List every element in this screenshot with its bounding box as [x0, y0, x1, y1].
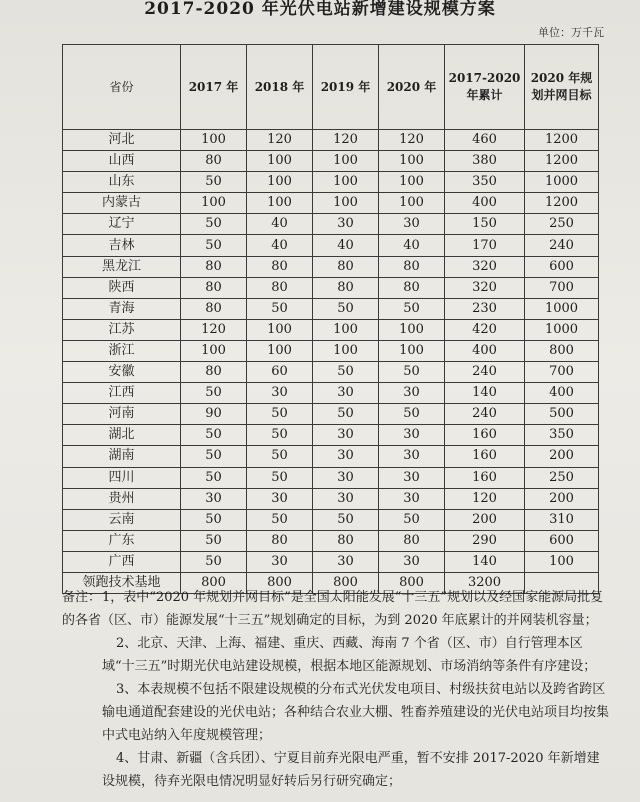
cell-y2019: 100	[313, 172, 379, 193]
cell-y2018: 30	[247, 488, 313, 509]
cell-province: 山东	[63, 172, 181, 193]
cell-y2019: 30	[313, 446, 379, 467]
cell-province: 云南	[63, 509, 181, 530]
capacity-table	[62, 44, 599, 594]
cell-target: 600	[525, 530, 599, 551]
cell-cumulative: 140	[445, 383, 525, 404]
cell-province: 青海	[63, 298, 181, 319]
cell-cumulative: 400	[445, 340, 525, 361]
cell-y2019: 30	[313, 383, 379, 404]
table-row	[63, 214, 599, 235]
cell-y2018: 30	[247, 551, 313, 572]
cell-y2020: 100	[379, 193, 445, 214]
cell-y2018: 100	[247, 319, 313, 340]
cell-target: 1200	[525, 130, 599, 151]
cell-y2020: 30	[379, 383, 445, 404]
cell-province: 河南	[63, 404, 181, 425]
cell-y2017: 90	[181, 404, 247, 425]
cell-target: 500	[525, 404, 599, 425]
cell-y2019: 50	[313, 362, 379, 383]
cell-y2017: 30	[181, 488, 247, 509]
cell-target: 200	[525, 446, 599, 467]
cell-y2020: 50	[379, 362, 445, 383]
cell-y2019: 30	[313, 425, 379, 446]
cell-province: 黑龙江	[63, 256, 181, 277]
cell-y2020: 80	[379, 256, 445, 277]
header-2020: 2020 年	[379, 45, 445, 130]
cell-y2019: 80	[313, 530, 379, 551]
cell-y2017: 80	[181, 298, 247, 319]
cell-target: 800	[525, 340, 599, 361]
cell-y2019: 800	[313, 572, 379, 593]
cell-target: 1000	[525, 172, 599, 193]
cell-y2017: 50	[181, 509, 247, 530]
cell-cumulative: 150	[445, 214, 525, 235]
header-2019: 2019 年	[313, 45, 379, 130]
cell-y2020: 120	[379, 130, 445, 151]
cell-province: 广东	[63, 530, 181, 551]
cell-target: 1000	[525, 298, 599, 319]
cell-province: 陕西	[63, 277, 181, 298]
cell-y2018: 50	[247, 446, 313, 467]
cell-cumulative: 200	[445, 509, 525, 530]
cell-target: 240	[525, 235, 599, 256]
cell-y2019: 30	[313, 214, 379, 235]
cell-y2017: 100	[181, 340, 247, 361]
table-row	[63, 256, 599, 277]
cell-cumulative: 400	[445, 193, 525, 214]
cell-y2018: 100	[247, 193, 313, 214]
table-row	[63, 488, 599, 509]
table-row	[63, 446, 599, 467]
cell-y2018: 100	[247, 151, 313, 172]
cell-y2017: 120	[181, 319, 247, 340]
cell-cumulative: 290	[445, 530, 525, 551]
table-row	[63, 551, 599, 572]
cell-target: 200	[525, 488, 599, 509]
table-row	[63, 193, 599, 214]
table-row	[63, 172, 599, 193]
note-2: 2、北京、天津、上海、福建、重庆、西藏、海南 7 个省（区、市）自行管理本区域“十三五”时期光伏电站建设规模，根据本地区能源规划、市场消纳等条件有序建设；	[102, 636, 597, 674]
cell-y2020: 30	[379, 551, 445, 572]
cell-target: 310	[525, 509, 599, 530]
cell-province: 四川	[63, 467, 181, 488]
cell-cumulative: 380	[445, 151, 525, 172]
unit-label: 单位：万千瓦	[538, 26, 604, 39]
cell-cumulative: 160	[445, 425, 525, 446]
note-1-text: 1，表中“2020 年规划并网目标”是全国太阳能发展“十三五”规划以及经国家能源局批复的各省（区、市）能源发展“十三五”规划确定的目标，为到 2020 年底累计的并网装机容量；	[62, 590, 604, 628]
cell-province: 湖南	[63, 446, 181, 467]
cell-y2017: 80	[181, 151, 247, 172]
table-row	[63, 319, 599, 340]
cell-y2019: 30	[313, 488, 379, 509]
cell-y2020: 800	[379, 572, 445, 593]
cell-y2019: 50	[313, 509, 379, 530]
cell-y2018: 50	[247, 467, 313, 488]
table-row	[63, 151, 599, 172]
cell-cumulative: 240	[445, 404, 525, 425]
cell-y2018: 60	[247, 362, 313, 383]
document-title: 2017-2020 年光伏电站新增建设规模方案	[144, 0, 496, 19]
cell-y2018: 80	[247, 256, 313, 277]
table-row	[63, 425, 599, 446]
cell-y2020: 100	[379, 319, 445, 340]
cell-cumulative: 320	[445, 277, 525, 298]
cell-y2020: 30	[379, 214, 445, 235]
cell-y2017: 80	[181, 362, 247, 383]
cell-y2019: 50	[313, 298, 379, 319]
cell-y2017: 50	[181, 467, 247, 488]
cell-cumulative: 160	[445, 446, 525, 467]
header-target: 2020 年规划并网目标	[525, 45, 599, 130]
cell-y2020: 50	[379, 509, 445, 530]
cell-cumulative: 170	[445, 235, 525, 256]
table-header-row	[63, 45, 599, 130]
cell-y2018: 50	[247, 404, 313, 425]
cell-cumulative: 320	[445, 256, 525, 277]
cell-province: 贵州	[63, 488, 181, 509]
cell-y2017: 50	[181, 214, 247, 235]
cell-y2019: 100	[313, 340, 379, 361]
table-row	[63, 298, 599, 319]
cell-y2019: 40	[313, 235, 379, 256]
table-row	[63, 383, 599, 404]
note-1	[62, 586, 612, 632]
cell-cumulative: 240	[445, 362, 525, 383]
cell-y2020: 30	[379, 446, 445, 467]
cell-y2018: 30	[247, 383, 313, 404]
table-row	[63, 235, 599, 256]
header-2018: 2018 年	[247, 45, 313, 130]
cell-y2018: 80	[247, 277, 313, 298]
cell-y2019: 80	[313, 277, 379, 298]
cell-cumulative: 160	[445, 467, 525, 488]
cell-y2018: 800	[247, 572, 313, 593]
cell-y2019: 120	[313, 130, 379, 151]
cell-y2018: 50	[247, 298, 313, 319]
cell-province: 辽宁	[63, 214, 181, 235]
cell-y2020: 50	[379, 404, 445, 425]
cell-province: 江西	[63, 383, 181, 404]
cell-cumulative: 460	[445, 130, 525, 151]
table-row	[63, 509, 599, 530]
table-row	[63, 340, 599, 361]
table-row	[63, 277, 599, 298]
cell-cumulative: 350	[445, 172, 525, 193]
cell-y2020: 40	[379, 235, 445, 256]
cell-y2017: 50	[181, 425, 247, 446]
cell-y2017: 50	[181, 383, 247, 404]
cell-y2020: 30	[379, 425, 445, 446]
note-4: 4、甘肃、新疆（含兵团）、宁夏目前弃光限电严重，暂不安排 2017-2020 年新增建设规模，待弃光限电情况明显好转后另行研究确定；	[102, 751, 600, 789]
cell-y2017: 50	[181, 172, 247, 193]
cell-y2020: 100	[379, 172, 445, 193]
cell-y2018: 100	[247, 340, 313, 361]
cell-target: 250	[525, 467, 599, 488]
notes-label: 备注：	[62, 590, 102, 605]
cell-province: 领跑技术基地	[63, 572, 181, 593]
cell-y2019: 30	[313, 551, 379, 572]
cell-y2020: 100	[379, 340, 445, 361]
cell-y2017: 50	[181, 551, 247, 572]
cell-y2017: 50	[181, 235, 247, 256]
cell-y2018: 40	[247, 214, 313, 235]
header-province: 省份	[63, 45, 181, 130]
cell-target: 400	[525, 383, 599, 404]
cell-y2020: 100	[379, 151, 445, 172]
header-cumulative: 2017-2020 年累计	[445, 45, 525, 130]
cell-y2018: 100	[247, 172, 313, 193]
cell-province: 内蒙古	[63, 193, 181, 214]
cell-cumulative: 420	[445, 319, 525, 340]
cell-target: 100	[525, 551, 599, 572]
cell-cumulative: 120	[445, 488, 525, 509]
cell-cumulative: 230	[445, 298, 525, 319]
cell-y2019: 100	[313, 151, 379, 172]
cell-y2017: 100	[181, 130, 247, 151]
header-2017: 2017 年	[181, 45, 247, 130]
cell-y2020: 30	[379, 467, 445, 488]
cell-target: 700	[525, 277, 599, 298]
cell-y2020: 30	[379, 488, 445, 509]
note-3: 3、本表规模不包括不限建设规模的分布式光伏发电项目、村级扶贫电站以及跨省跨区输电通道配套建设的光伏电站；各种结合农业大棚、牲畜养殖建设的光伏电站项目均按集中式电站纳入年度规模管理；	[102, 682, 610, 743]
cell-target: 1200	[525, 193, 599, 214]
cell-province: 山西	[63, 151, 181, 172]
cell-y2017: 80	[181, 256, 247, 277]
cell-cumulative: 140	[445, 551, 525, 572]
table-row	[63, 404, 599, 425]
cell-target: 350	[525, 425, 599, 446]
cell-province: 河北	[63, 130, 181, 151]
cell-province: 广西	[63, 551, 181, 572]
cell-y2017: 800	[181, 572, 247, 593]
cell-target: 600	[525, 256, 599, 277]
cell-target: 700	[525, 362, 599, 383]
cell-y2018: 50	[247, 425, 313, 446]
cell-province: 湖北	[63, 425, 181, 446]
cell-province: 江苏	[63, 319, 181, 340]
cell-y2018: 80	[247, 530, 313, 551]
cell-y2018: 40	[247, 235, 313, 256]
cell-y2018: 120	[247, 130, 313, 151]
cell-target: 250	[525, 214, 599, 235]
cell-y2020: 50	[379, 298, 445, 319]
cell-y2018: 50	[247, 509, 313, 530]
cell-province: 吉林	[63, 235, 181, 256]
cell-province: 安徽	[63, 362, 181, 383]
table-body	[63, 130, 599, 594]
cell-province: 浙江	[63, 340, 181, 361]
cell-y2017: 50	[181, 446, 247, 467]
table-row	[63, 130, 599, 151]
table-row	[63, 362, 599, 383]
cell-y2019: 100	[313, 193, 379, 214]
table-row	[63, 467, 599, 488]
cell-y2017: 50	[181, 530, 247, 551]
cell-y2020: 80	[379, 277, 445, 298]
cell-y2017: 80	[181, 277, 247, 298]
cell-y2019: 80	[313, 256, 379, 277]
cell-y2017: 100	[181, 193, 247, 214]
cell-y2020: 80	[379, 530, 445, 551]
cell-y2019: 30	[313, 467, 379, 488]
cell-y2019: 100	[313, 319, 379, 340]
notes-section	[62, 586, 612, 793]
cell-target: 1000	[525, 319, 599, 340]
cell-y2019: 50	[313, 404, 379, 425]
cell-target: 1200	[525, 151, 599, 172]
table-row	[63, 530, 599, 551]
cell-cumulative: 3200	[445, 572, 525, 593]
